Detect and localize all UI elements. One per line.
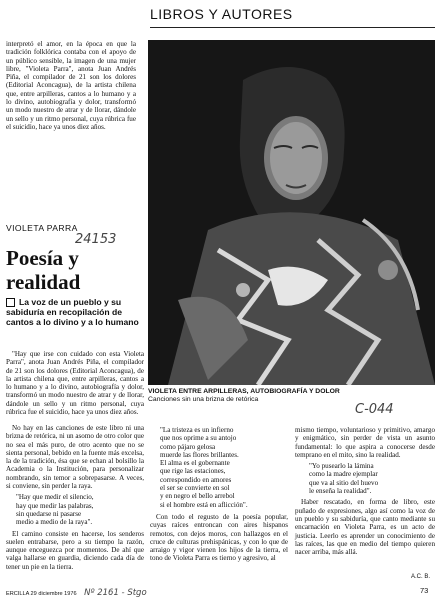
column-2 (150, 426, 288, 566)
verse-line: medio a medio de la raya". (16, 518, 93, 527)
body-paragraph: No hay en las canciones de este libro ni una brizna de retórica, ni un asomo de otro color que no sea el más puro, de otro acento que no se sienta personal, bebido en la fuente más excelsa, la de la tradición, ésa que se echan al bolsillo la Academia o la Institución, para personalizar nombrando, sin temor a sobrepasarse. A veces, si conviene, sin perder la raya. (6, 424, 144, 491)
verse-line: correspondido en amores (160, 475, 232, 484)
verse-line: el ser se convierte en sol (160, 484, 230, 493)
verse-line: le enseña la realidad". (309, 487, 372, 496)
verse-line: que va al sitio del huevo (309, 478, 379, 487)
verse-line: como pájaro gelosa (160, 442, 216, 451)
deck-text: La voz de un pueblo y su sabiduría en recopilación de cantos a lo divino y a lo humano (6, 297, 139, 328)
verse-line: como la madre ejemplar (309, 470, 378, 479)
handwritten-number: 24153 (75, 232, 117, 247)
body-paragraph: Con todo el regusto de la poesía popular, cuyas raíces entroncan con aires hispanos remotos, con dejos moros, con hallazgos en el cruce de culturas prehispánicas, y con lo que de arraigo y vigor vienen los hijos de la tierra, el tono de Violeta Parra es tierno y agresivo, al (150, 512, 288, 563)
caption-headline: VIOLETA ENTRE ARPILLERAS, AUTOBIOGRAFÍA Y DOLOR (148, 388, 340, 395)
body-paragraph: mismo tiempo, voluntarioso y primitivo, amargo y enigmático, sin perder de vista un asunto fundamental: lo que aspira a conocerse desde temprano en el mito, sino la realidad. (295, 426, 435, 459)
header-rule (150, 27, 435, 28)
article-photo (148, 40, 435, 385)
author-initials: A.C. B. (411, 574, 431, 580)
verse-line: sin quedarse ni pasarse (16, 509, 82, 518)
body-paragraph: El camino consiste en hacerse, los senderos suelen entrabarse, pero a su tiempo la razón, aunque enceguezca por momentos. De ahí que valga hallarse en guardia, diciendo cada día de tener un pie en la tierra. (6, 529, 144, 571)
verse-line: "La tristeza es un infierno (160, 426, 234, 434)
square-bullet-icon (6, 298, 15, 307)
verse-line: que rige las estaciones, (160, 467, 226, 476)
column-3 (295, 426, 435, 559)
footer (6, 588, 436, 598)
footer-publication: ERCILLA 29 diciembre 1976 (6, 591, 77, 597)
verse-line: "Yo pusearlo la lámina (309, 462, 374, 471)
handwritten-tag: C-044 (355, 402, 394, 417)
deck (6, 297, 144, 327)
page-number: 73 (420, 586, 429, 595)
verse-line: El alma es el gobernante (160, 459, 230, 468)
column-1a (6, 350, 144, 419)
body-paragraph: Haber rescatado, en forma de libro, este puñado de expresiones, algo así como la voz de un pueblo y su sabiduría, que canto mediante su encarnación en Violeta Parra, es un acto de justicia. Leerlo es aprender un conocimiento de las raíces, las que en medio del tiempo quieren nacer arriba, más allá. (295, 498, 435, 557)
column-1b (6, 424, 144, 574)
section-title: LIBROS Y AUTORES (150, 6, 293, 22)
verse-line: si el hombre está en aflicción". (160, 500, 248, 509)
verse-line: que nos oprime a su antojo (160, 434, 237, 443)
violeta-parra-photo (148, 40, 435, 385)
verse-line: "Hay que medir el silencio, (16, 493, 94, 502)
verse-line: muerde las flores brillantes. (160, 450, 239, 459)
body-paragraph: "Hay que irse con cuidado con esta Violeta Parra", anota Juan Andrés Piña, el compilador de 21 son los dolores (Editorial Aconcagua), de la artista chilena que, entre arpilleras, cantos a lo humano y a lo divino, autobiografía y dolor, transformó un modo nuestro de atrar y de llorar, dándole un sello y un ritmo personal, cuya rúbrica fue el suicidio, hace ya unos diez años. (6, 350, 144, 417)
headline: Poesía y realidad (6, 246, 81, 294)
intro-paragraph: interpretó el amor, en la época en que la tradición folklórica contaba con el apoyo de un público sensible, la imagen de una mujer libre, "Violeta Parra", anota Juan Andrés Piña, el compilador de 21 son los dolores (Editorial Aconcagua), de la artista chilena que, entre arpilleras, cantos a lo humano y a lo divino, autobiografía y dolor, transformó un modo nuestro de atrar y de llorar, dándole un sello y un ritmo personal, cuya rúbrica fue el suicidio, hace ya unos diez años. (6, 40, 136, 131)
footer-handwritten-note: Nº 2161 - Stgo (84, 588, 147, 598)
kicker: VIOLETA PARRA (6, 223, 78, 233)
verse-line: y en negro el bello arrebol (160, 492, 235, 501)
caption-subtext: Canciones sin una brizna de retórica (148, 396, 259, 403)
verse-line: hay que medir las palabras, (16, 501, 94, 510)
